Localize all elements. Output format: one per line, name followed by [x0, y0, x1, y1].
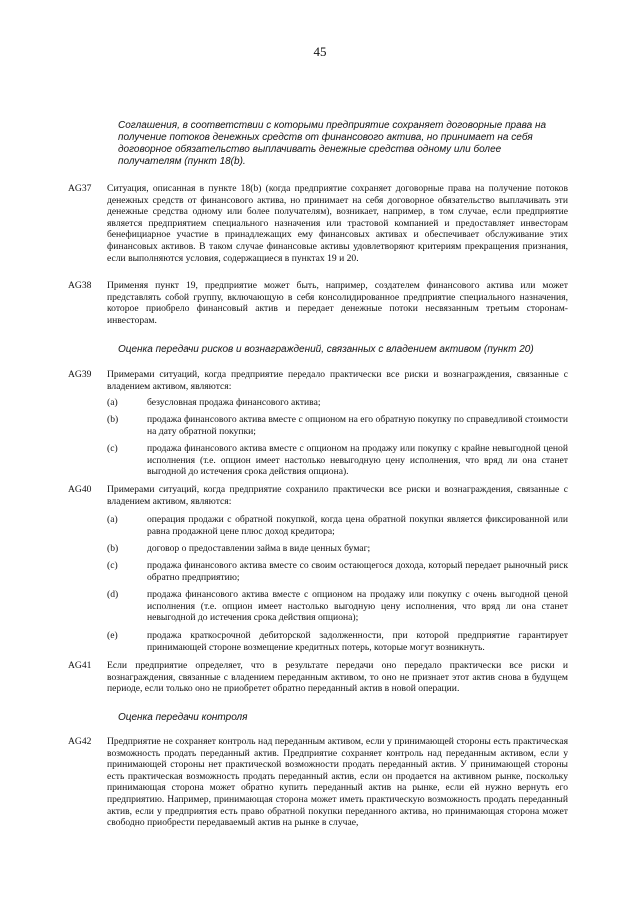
list-item: продажа финансового актива вместе со своим остающегося дохода, который передает рыночный риск обратно предприятию; [147, 560, 568, 583]
page-number: 45 [313, 44, 327, 59]
list-item: договор о предоставлении займа в виде ценных бумаг; [147, 543, 371, 554]
paragraph-ag41: Если предприятие определяет, что в результате передачи оно передало практически все риски и вознаграждения, связанные с владением переданным активом, то оно не признает этот актив снова в будущем периоде, если только оно не приобретет обратно переданный актив в новой операции. [107, 660, 568, 695]
paragraph-ag38: Применяя пункт 19, предприятие может быть, например, создателем финансового актива или может представлять собой группу, включающую в себя консолидированное предприятие специального назначения, которое приобрело финансовый актив и передает денежные потоки несвязанным третьим сторонам-инвесторам. [107, 280, 568, 326]
list-item-label: (b) [107, 414, 119, 425]
paragraph-ag37: Ситуация, описанная в пункте 18(b) (когда предприятие сохраняет договорные права на получение потоков денежных средств от финансового актива, но принимает на себя договорное обязательство выплачивать эти денежные средства одному или более получателям), возникает, например, в том случае, если предприятие является предприятием специального назначения или трастовой компанией и предоставляет инвесторам бенефициарное участие в принадлежащих ему финансовых активах и обеспечивает обслуживание этих финансовых активов. В таком случае финансовые активы удовлетворяют критериям прекращения признания, если выполняются условия, содержащиеся в пунктах 19 и 20. [107, 183, 568, 264]
paragraph-ag40-intro: Примерами ситуаций, когда предприятие сохранило практически все риски и вознаграждения, связанные с владением активом, являются: [107, 484, 568, 507]
paragraph-id-ag41: AG41 [68, 660, 92, 671]
list-item: продажа финансового актива вместе с опционом на продажу или покупку с крайне невыгодной ценой исполнения (т.е. опцион имеет настолько невыгодную цену исполнения, что вряд ли она станет выгодной до истечения срока действия опциона). [147, 443, 568, 478]
list-item-label: (a) [107, 397, 118, 408]
paragraph-id-ag42: AG42 [68, 736, 92, 747]
list-item-label: (a) [107, 514, 118, 525]
paragraph-ag39-intro: Примерами ситуаций, когда предприятие передало практически все риски и вознаграждения, связанные с владением активом, являются: [107, 369, 568, 392]
section-heading-control: Оценка передачи контроля [118, 712, 248, 723]
list-item-label: (b) [107, 543, 119, 554]
paragraph-id-ag37: AG37 [68, 183, 92, 194]
section-heading-risks: Оценка передачи рисков и вознаграждений, связанных с владением активом (пункт 20) [118, 344, 534, 355]
list-item-label: (c) [107, 560, 118, 571]
list-item: продажа финансового актива вместе с опционом на продажу или покупку с очень выгодной ценой исполнения (т.е. опцион имеет настолько выгодную цену исполнения, что вряд ли она станет невыгодной до истечения срока действия опциона); [147, 589, 568, 624]
list-item: безусловная продажа финансового актива; [147, 397, 321, 408]
paragraph-id-ag40: AG40 [68, 484, 92, 495]
section-heading-intro: Соглашения, в соответствии с которыми предприятие сохраняет договорные права на получение потоков денежных средств от финансового актива, но принимает на себя договорное обязательство выплачивать денежные средства одному или более получателям (пункт 18(b). [118, 120, 547, 167]
paragraph-id-ag38: AG38 [68, 280, 92, 291]
list-item: продажа краткосрочной дебиторской задолженности, при которой предприятие гарантирует принимающей стороне возмещение кредитных потерь, которые могут возникнуть. [147, 630, 568, 653]
paragraph-id-ag39: AG39 [68, 369, 92, 380]
list-item-label: (c) [107, 443, 118, 454]
list-item-label: (e) [107, 630, 118, 641]
list-item: операция продажи с обратной покупкой, когда цена обратной покупки является фиксированной или равна продажной цене плюс доход кредитора; [147, 514, 568, 537]
list-item-label: (d) [107, 589, 119, 600]
paragraph-ag42: Предприятие не сохраняет контроль над переданным активом, если у принимающей стороны есть практическая возможность продать переданный актив. Предприятие сохраняет контроль над переданным активом, если у принимающей стороны нет практической возможности продать переданный актив. У принимающей стороны есть практическая возможность продать переданный актив, если он продается на активном рынке, поскольку принимающая сторона может обратно купить переданный актив на рынке, если ей нужно вернуть его предприятию. Например, принимающая сторона может иметь практическую возможность продать переданный актив, если у предприятия есть право обратной покупки переданного актива, но принимающая сторона может свободно приобрести передаваемый актив на рынке в случае, [107, 736, 568, 829]
list-item: продажа финансового актива вместе с опционом на его обратную покупку по справедливой стоимости на дату обратной покупки; [147, 414, 568, 437]
